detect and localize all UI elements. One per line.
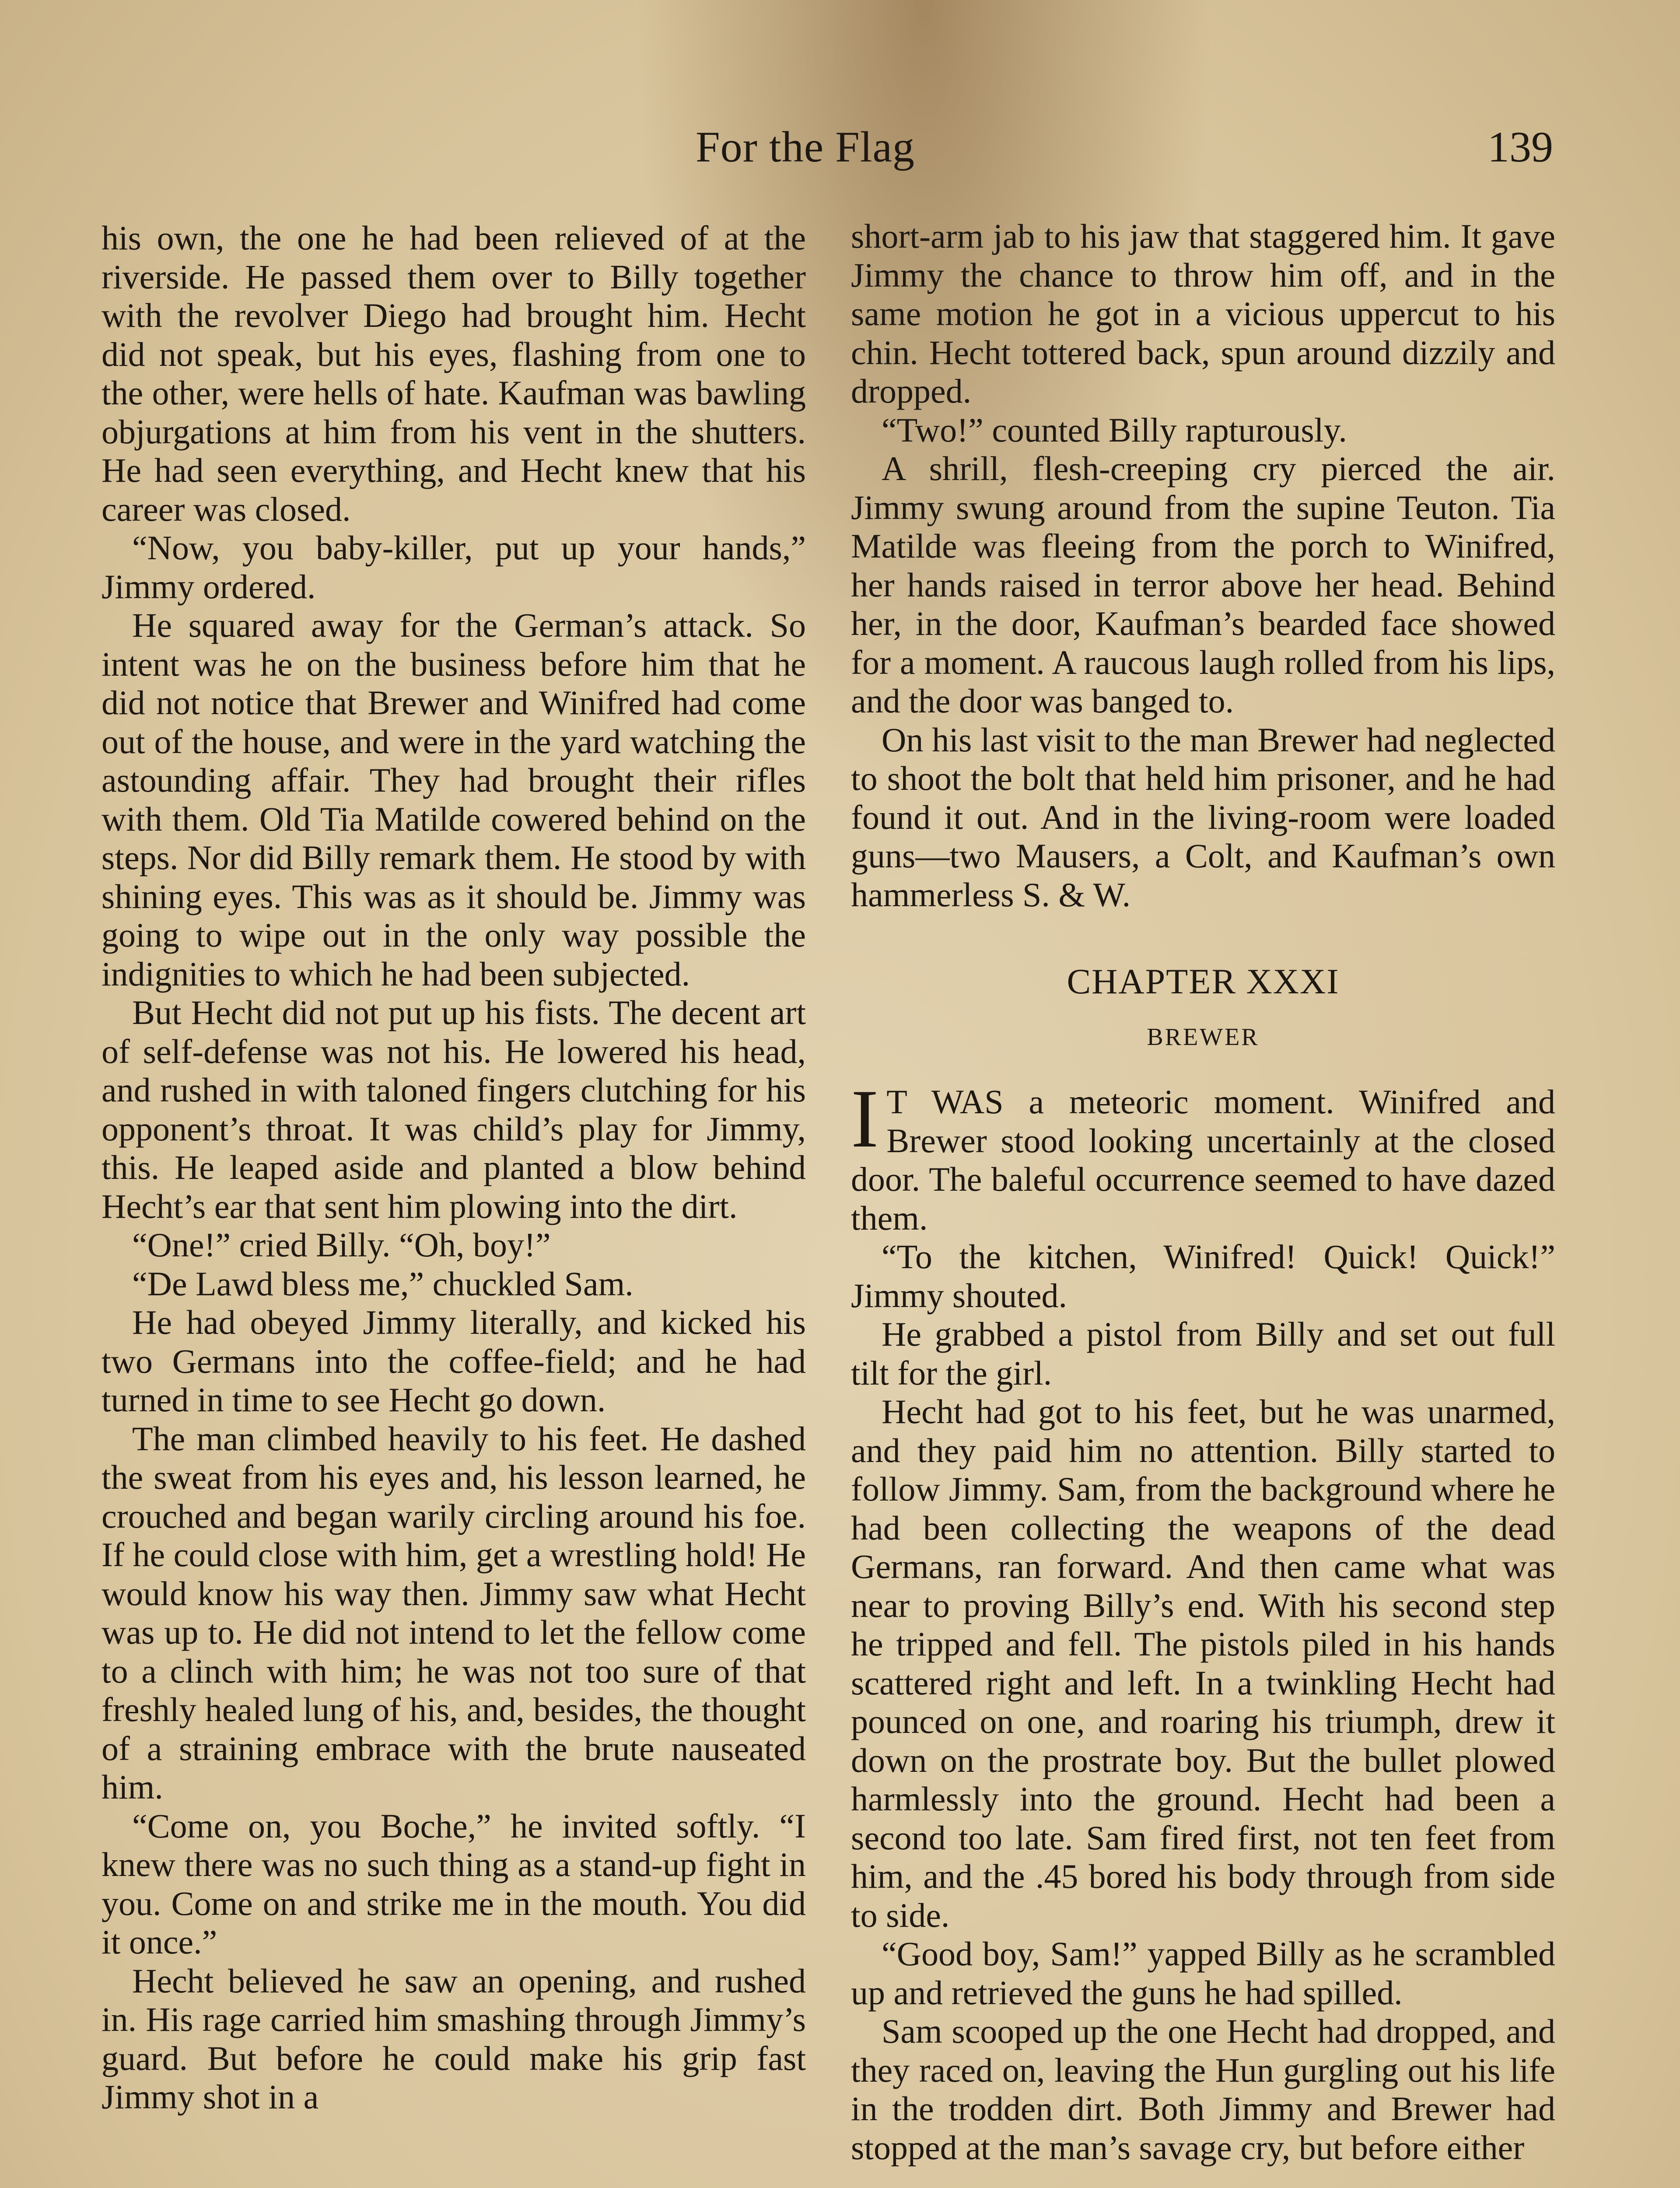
drop-cap: I xyxy=(851,1073,879,1165)
page-number: 139 xyxy=(1488,123,1553,171)
paragraph: short-arm jab to his jaw that staggered him. It gave Jimmy the chance to throw him off, and in the same motion he got in a vicious uppercut to his chin. Hecht tottered back, spun around dizzily and dropped. xyxy=(851,217,1555,410)
paragraph: A shrill, flesh-creeping cry pierced the air. Jimmy swung around from the supine Teuton. Tia Matilde was fleeing from the porch to Winifred, her hands raised in terror above her head. Behind her, in the door, Kaufman’s bearded face showed for a moment. A raucous laugh rolled from his lips, and the door was banged to. xyxy=(851,449,1555,720)
paragraph: “Good boy, Sam!” yapped Billy as he scrambled up and retrieved the guns he had spilled. xyxy=(851,1935,1555,2012)
paragraph: “One!” cried Billy. “Oh, boy!” xyxy=(132,1226,551,1264)
chapter-heading: CHAPTER XXXI xyxy=(1067,961,1340,1001)
opening-text: T WAS a meteoric moment. Winifred and Brewer stood looking uncertainly at the closed door. The baleful occurrence seemed to have dazed them. xyxy=(851,1083,1555,1237)
paragraph: Hecht believed he saw an opening, and rushed in. His rage carried him smashing through Jimmy’s guard. But before he could make his grip fast Jimmy shot in a xyxy=(102,1961,806,2116)
paragraph: “Come on, you Boche,” he invited softly. “I knew there was no such thing as a stand-up fight in you. Come on and strike me in the mouth. You did it once.” xyxy=(102,1806,806,1961)
paragraph: “Now, you baby-killer, put up your hands,” Jimmy ordered. xyxy=(102,529,806,606)
left-column xyxy=(102,219,806,2117)
running-title: For the Flag xyxy=(696,123,915,171)
chapter-subtitle: BREWER xyxy=(1147,1023,1260,1051)
paragraph: He had obeyed Jimmy literally, and kicked his two Germans into the coffee-field; and he had turned in time to see Hecht go down. xyxy=(102,1303,806,1419)
right-column xyxy=(851,217,1555,2167)
paragraph: “To the kitchen, Winifred! Quick! Quick!” Jimmy shouted. xyxy=(851,1238,1555,1315)
paragraph: He squared away for the German’s attack. So intent was he on the business before him that he did not notice that Brewer and Winifred had come out of the house, and were in the yard watching the astounding affair. They had brought their rifles with them. Old Tia Matilde cowered behind on the steps. Nor did Billy remark them. He stood by with shining eyes. This was as it should be. Jimmy was going to wipe out in the only way possible the indignities to which he had been subjected. xyxy=(102,606,806,993)
paragraph: But Hecht did not put up his fists. The decent art of self-defense was not his. He lowered his head, and rushed in with taloned fingers clutching for his opponent’s throat. It was child’s play for Jimmy, this. He leaped aside and planted a blow behind Hecht’s ear that sent him plowing into the dirt. xyxy=(102,993,806,1225)
paragraph: Sam scooped up the one Hecht had dropped, and they raced on, leaving the Hun gurgling out his life in the trodden dirt. Both Jimmy and Brewer had stopped at the man’s savage cry, but before either xyxy=(851,2012,1555,2167)
running-head xyxy=(0,122,1680,174)
paragraph: On his last visit to the man Brewer had neglected to shoot the bolt that held him prisoner, and he had found it out. And in the living-room were loaded guns—two Mausers, a Colt, and Kaufman’s own hammerless S. & W. xyxy=(851,720,1555,914)
chapter-opening-paragraph xyxy=(851,1073,1555,1238)
paragraph: The man climbed heavily to his feet. He dashed the sweat from his eyes and, his lesson learned, he crouched and began warily circling around his foe. If he could close with him, get a wrestling hold! He would know his way then. Jimmy saw what Hecht was up to. He did not intend to let the fellow come to a clinch with him; he was not too sure of that freshly healed lung of his, and, besides, the thought of a straining embrace with the brute nauseated him. xyxy=(102,1419,806,1806)
paragraph: “Two!” counted Billy rapturously. xyxy=(882,410,1347,449)
paragraph: Hecht had got to his feet, but he was unarmed, and they paid him no attention. Billy started to follow Jimmy. Sam, from the background where he had been collecting the weapons of the dead Germans, ran forward. And then came what was near to proving Billy’s end. With his second step he tripped and fell. The pistols piled in his hands scattered right and left. In a twinkling Hecht had pounced on one, and roaring his triumph, drew it down on the prostrate boy. But the bullet plowed harmlessly into the ground. Hecht had been a second too late. Sam fired first, not ten feet from him, and the .45 bored his body through from side to side. xyxy=(851,1392,1555,1934)
paragraph: “De Lawd bless me,” chuckled Sam. xyxy=(132,1264,634,1303)
paragraph: He grabbed a pistol from Billy and set out full tilt for the girl. xyxy=(851,1315,1555,1392)
paragraph: his own, the one he had been relieved of at the riverside. He passed them over to Billy together with the revolver Diego had brought him. Hecht did not speak, but his eyes, flashing from one to the other, were hells of hate. Kaufman was bawling objurgations at him from his vent in the shutters. He had seen everything, and Hecht knew that his career was closed. xyxy=(102,219,806,528)
